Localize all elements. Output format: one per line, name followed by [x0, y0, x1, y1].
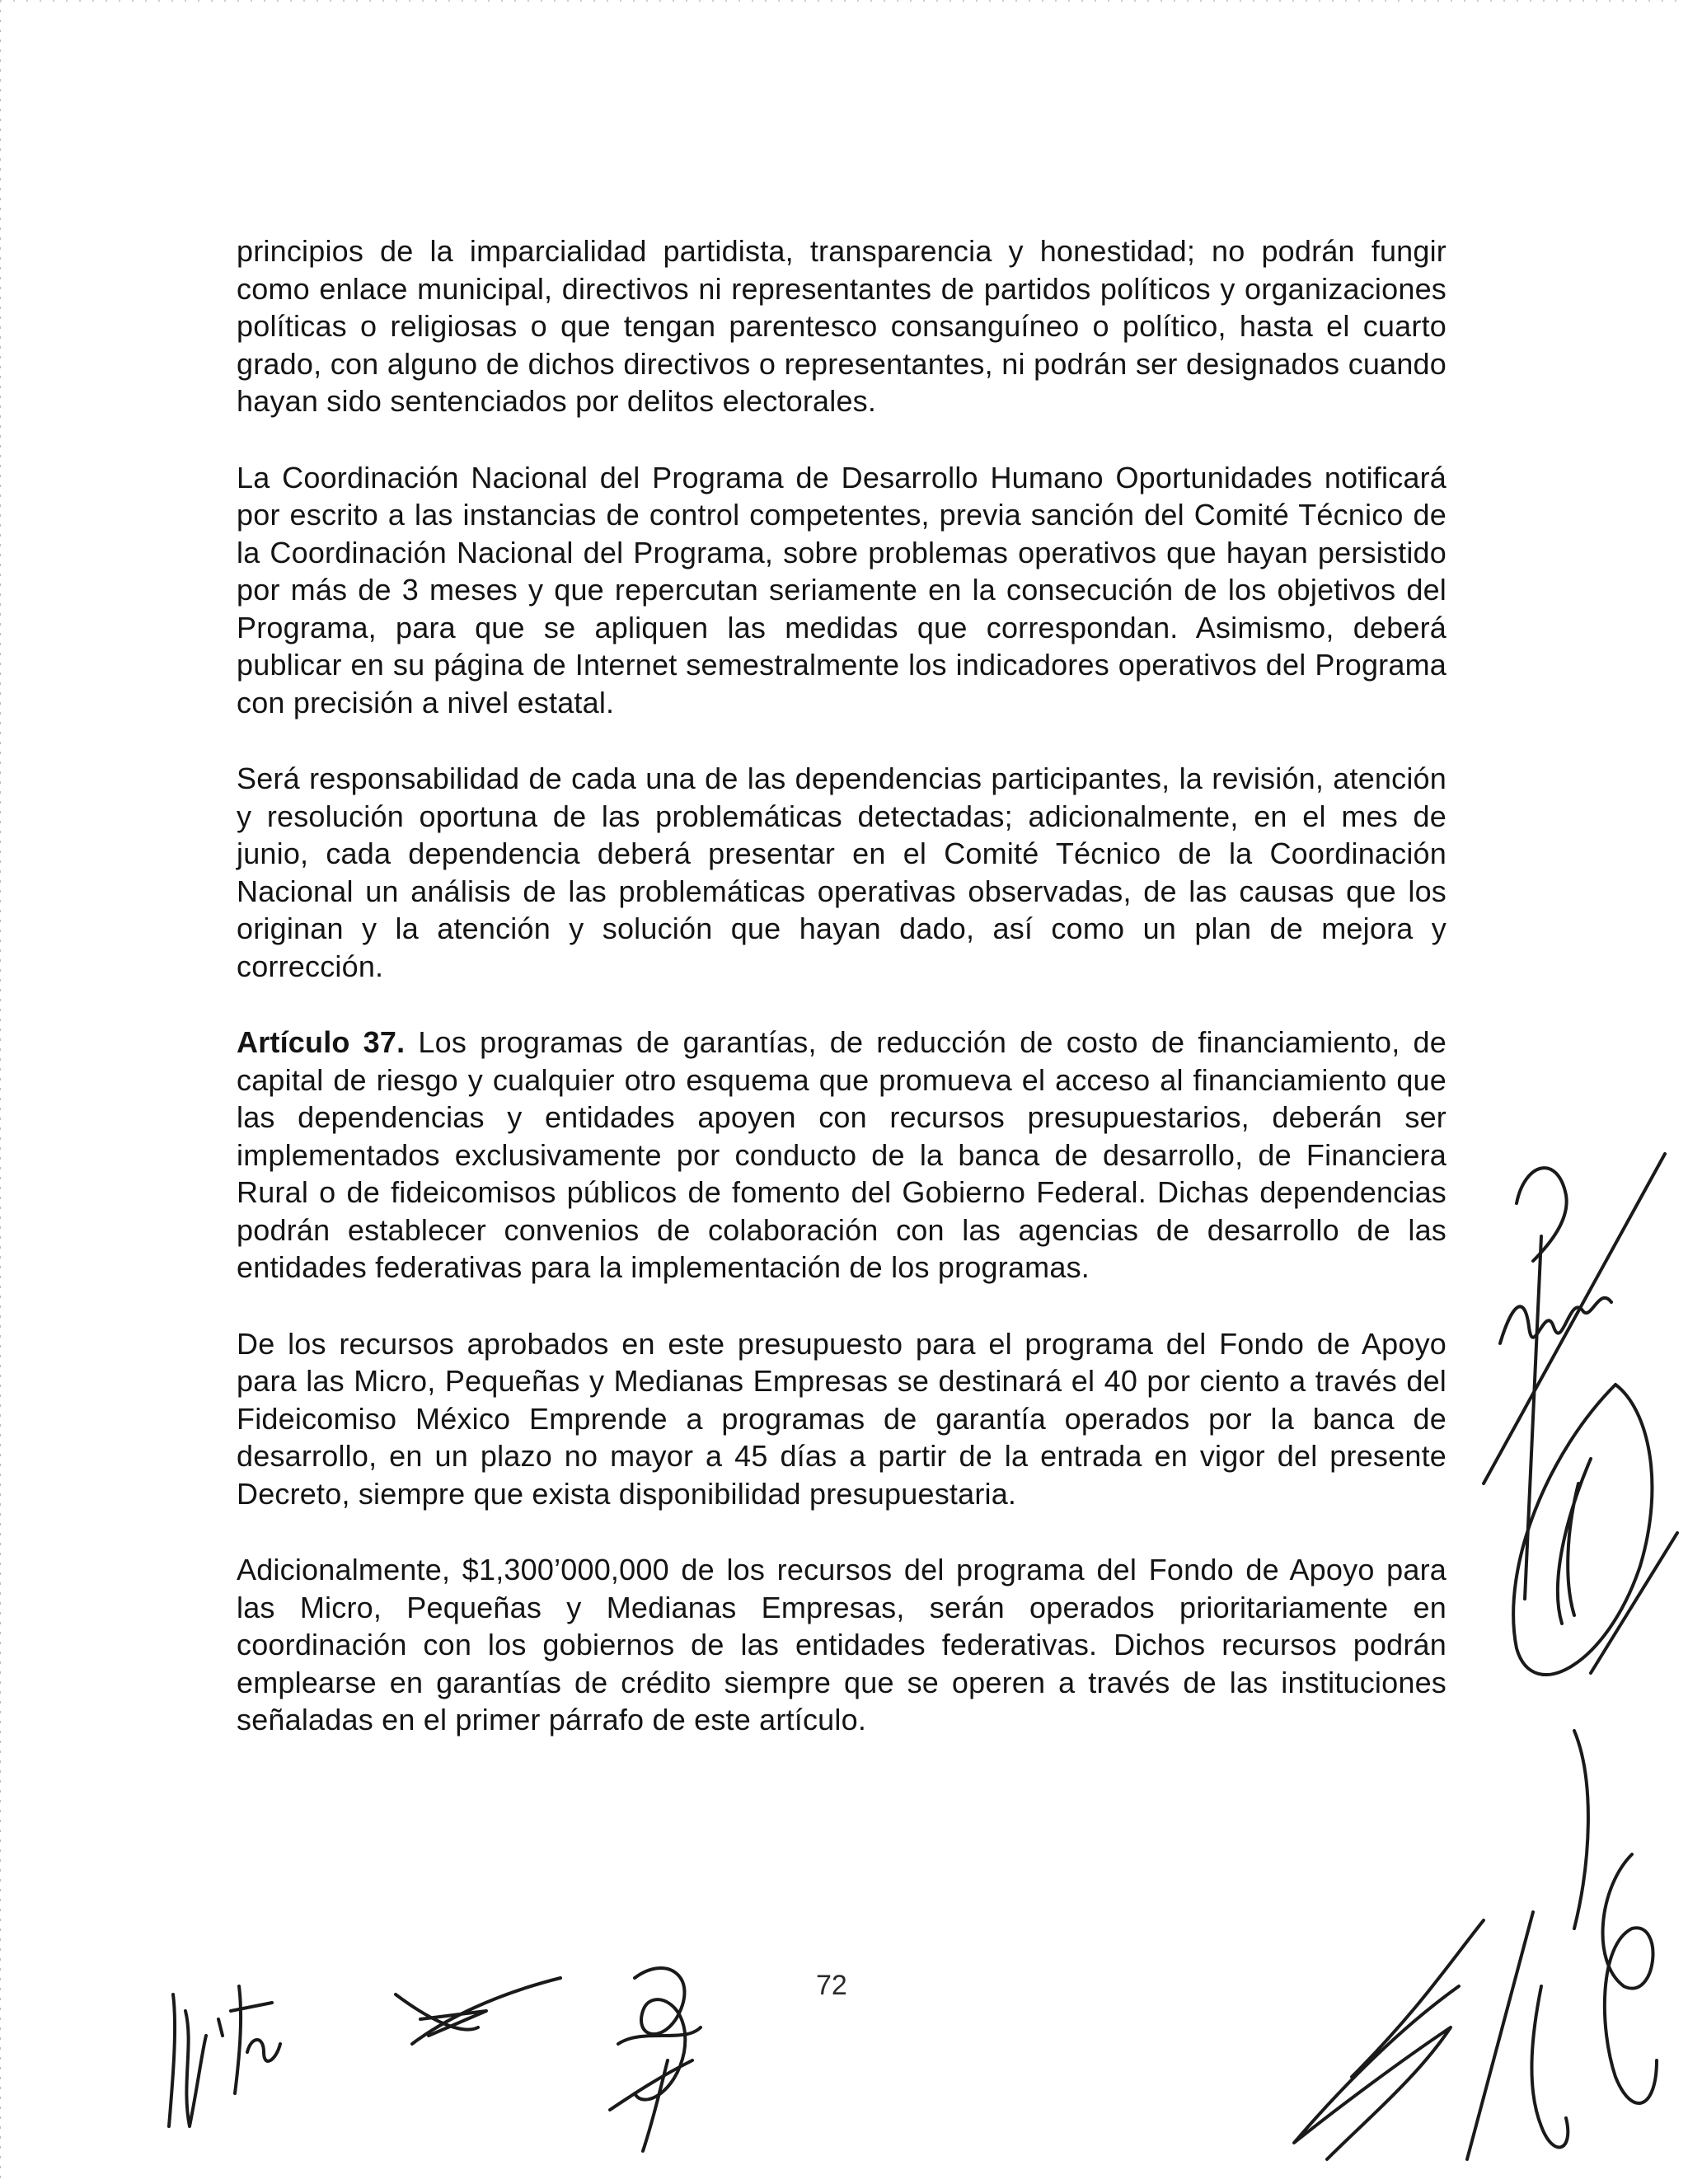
paragraph-2: La Coordinación Nacional del Programa de Desarrollo Humano Oportunidades notificará por escrito a las instancias de control competentes, previa sanción del Comité Técnico de la Coordinación Nacional del Programa, sobre problemas operativos que hayan persistido por más de 3 meses y que repercutan seriamente en la consecución de los objetivos del Programa, para que se apliquen las medidas que correspondan. Asimismo, deberá publicar en su página de Internet semestralmente los indicadores operativos del Programa con precisión a nivel estatal. — [237, 460, 1447, 719]
signature-bottom-left-1 — [157, 1961, 297, 2151]
paragraph-6: Adicionalmente, $1,300’000,000 de los recursos del programa del Fondo de Apoyo para las Micro, Pequeñas y Medianas Empresas, serán operados prioritariamente en coordinación con los gobiernos de las entidades federativas. Dichos recursos podrán emplearse en garantías de crédito siempre que se operen a través de las instituciones señaladas en el primer párrafo de este artículo. — [237, 1553, 1447, 1736]
paragraph-3: Será responsabilidad de cada una de las dependencias participantes, la revisión, atención y resolución oportuna de las problemáticas detectadas; adicionalmente, en el mes de junio, cada dependencia deberá presentar en el Comité Técnico de la Coordinación Nacional un análisis de las problemáticas operativas observadas, de las causas que los originan y la atención y solución que hayan dado, así como un plan de mejora y corrección. — [237, 762, 1447, 983]
body-text — [237, 232, 1447, 1778]
article-37-paragraph: Artículo 37. Los programas de garantías, de reducción de costo de financiamiento, de capital de riesgo y cualquier otro esquema que promueva el acceso al financiamiento que las dependencias y entidades apoyen con recursos presupuestarios, deberán ser implementados exclusivamente por conducto de la banca de desarrollo, de Financiera Rural o de fideicomisos públicos de fomento del Gobierno Federal. Dichas dependencias podrán establecer convenios de colaboración con las agencias de desarrollo de las entidades federativas para la implementación de los programas. — [237, 1025, 1447, 1284]
signature-bottom-left-3 — [585, 1945, 725, 2159]
page-number: 72 — [816, 1970, 847, 2001]
signature-right-lower — [1269, 1714, 1681, 2184]
article-heading: Artículo 37. — [237, 1025, 406, 1059]
paragraph-5: De los recursos aprobados en este presupuesto para el programa del Fondo de Apoyo para las Micro, Pequeñas y Medianas Empresas se destinará el 40 por ciento a través del Fideicomiso México Emprende a programas de garantía operados por la banca de desarrollo, en un plazo no mayor a 45 días a partir de la entrada en vigor del presente Decreto, siempre que exista disponibilidad presupuestaria. — [237, 1326, 1447, 1511]
signature-right-upper — [1467, 1137, 1681, 1714]
signature-bottom-left-2 — [379, 1970, 577, 2060]
paragraph-1: principios de la imparcialidad partidista, transparencia y honestidad; no podrán fungir como enlace municipal, directivos ni representantes de partidos políticos y organizaciones políticas o religiosas o que tengan parentesco consanguíneo o político, hasta el cuarto grado, con alguno de dichos directivos o representantes, ni podrán ser designados cuando hayan sido sentenciados por delitos electorales. — [237, 234, 1447, 418]
